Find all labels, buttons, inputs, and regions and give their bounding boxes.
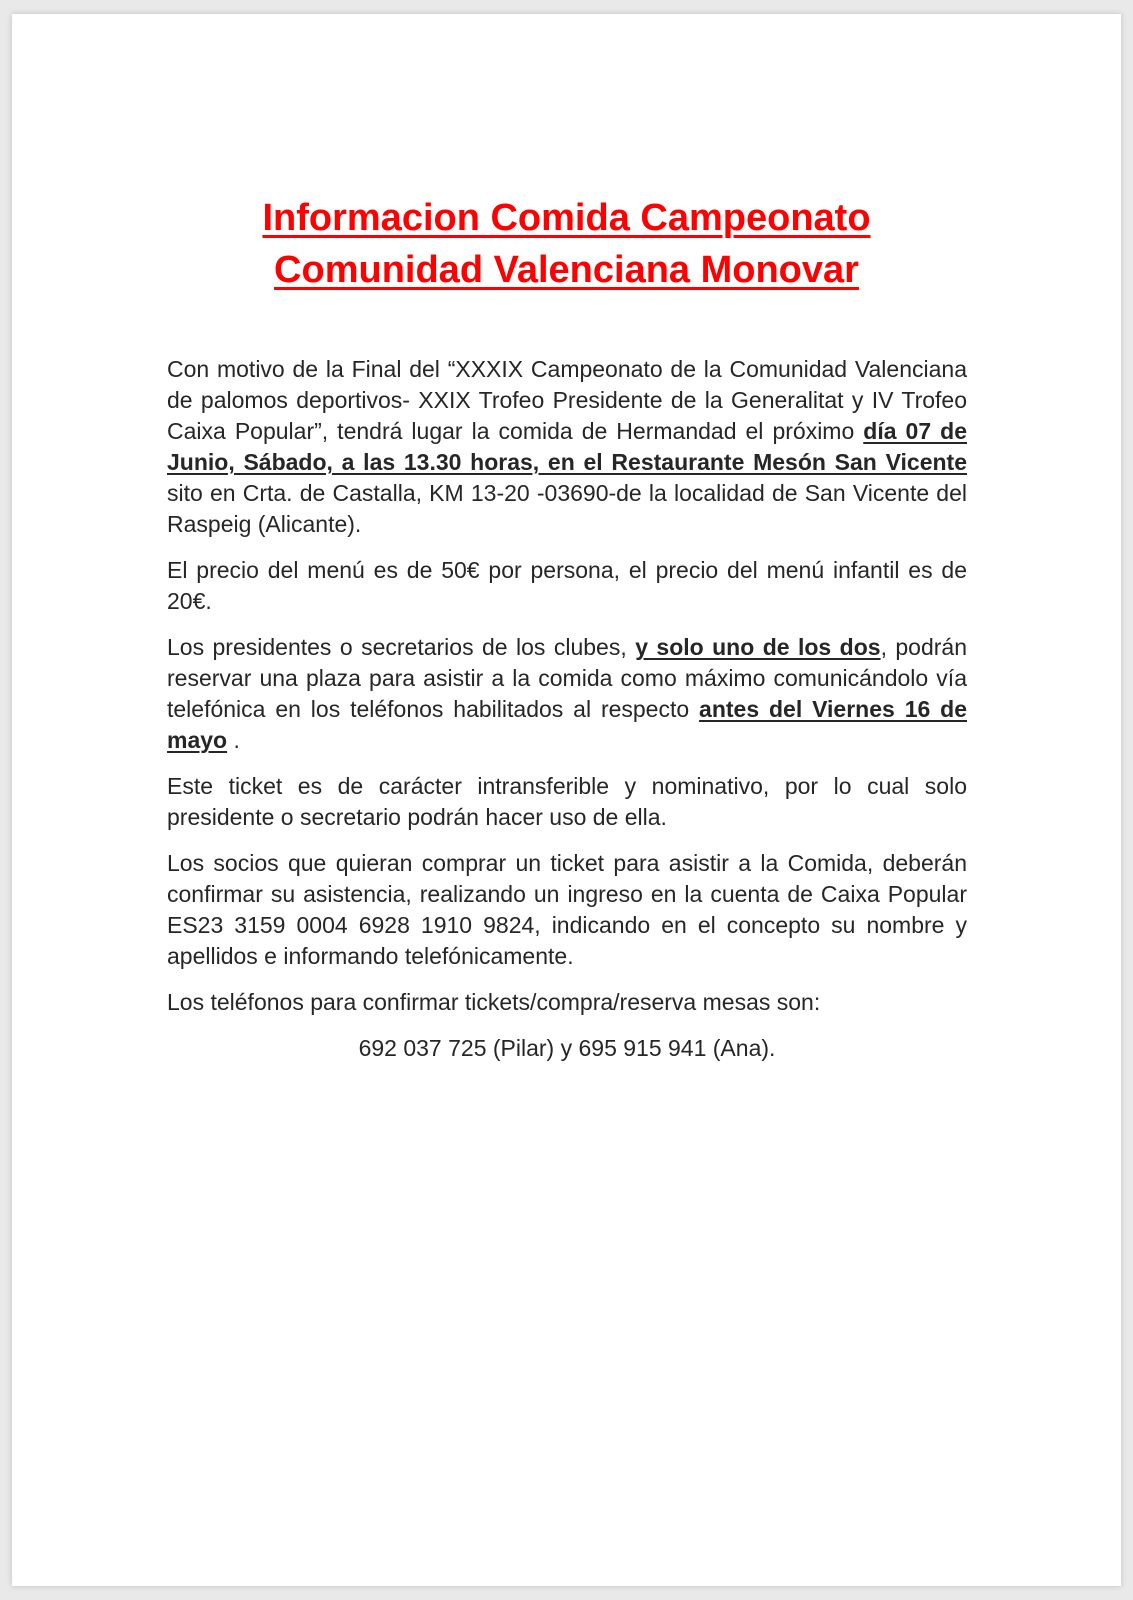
- paragraph-reservation-text-a: Los presidentes o secretarios de los clubes,: [167, 634, 636, 660]
- paragraph-phones-intro: Los teléfonos para confirmar tickets/compra/reserva mesas son:: [167, 989, 821, 1015]
- document-page: [12, 14, 1121, 1586]
- paragraph-event-text: Con motivo de la Final del “XXXIX Campeonato de la Comunidad Valenciana de palomos deportivos- XXIX Trofeo Presidente de la Generalitat y IV Trofeo Caixa Popular”, tendrá lugar la comida de Hermandad el próximo: [167, 356, 967, 444]
- paragraph-ticket: Este ticket es de carácter intransferible y nominativo, por lo cual solo presidente o secretario podrán hacer uso de ella.: [167, 773, 967, 830]
- title-line-2: Comunidad Valenciana Monovar: [274, 249, 859, 291]
- phone-numbers: 692 037 725 (Pilar) y 695 915 941 (Ana).: [358, 1035, 776, 1061]
- only-one-emphasis: y solo uno de los dos: [635, 634, 881, 660]
- paragraph-reservation: [167, 632, 967, 756]
- paragraph-reservation-end: .: [227, 727, 240, 753]
- event-date-place: día 07 de Junio, Sábado, a las 13.30 horas, en el Restaurante Mesón San Vicente: [167, 418, 967, 475]
- document-title: [12, 192, 1121, 296]
- paragraph-event-address: sito en Crta. de Castalla, KM 13-20 -03690-de la localidad de San Vicente del Raspeig (Alicante).: [167, 480, 967, 537]
- paragraph-reservation-text-b: , podrán reservar una plaza para asistir a la comida como máximo comunicándolo vía telefónica en los teléfonos habilitados al respecto: [167, 634, 968, 722]
- paragraph-price: El precio del menú es de 50€ por persona, el precio del menú infantil es de 20€.: [167, 557, 967, 614]
- paragraph-event: [167, 354, 967, 540]
- title-line-1: Informacion Comida Campeonato: [262, 197, 871, 239]
- paragraph-members: Los socios que quieran comprar un ticket para asistir a la Comida, deberán confirmar su asistencia, realizando un ingreso en la cuenta de Caixa Popular ES23 3159 0004 6928 1910 9824, indicando en el concepto su nombre y apellidos e informando telefónicamente.: [167, 850, 967, 969]
- document-body: [167, 354, 967, 1079]
- deadline-emphasis: antes del Viernes 16 de mayo: [167, 696, 967, 753]
